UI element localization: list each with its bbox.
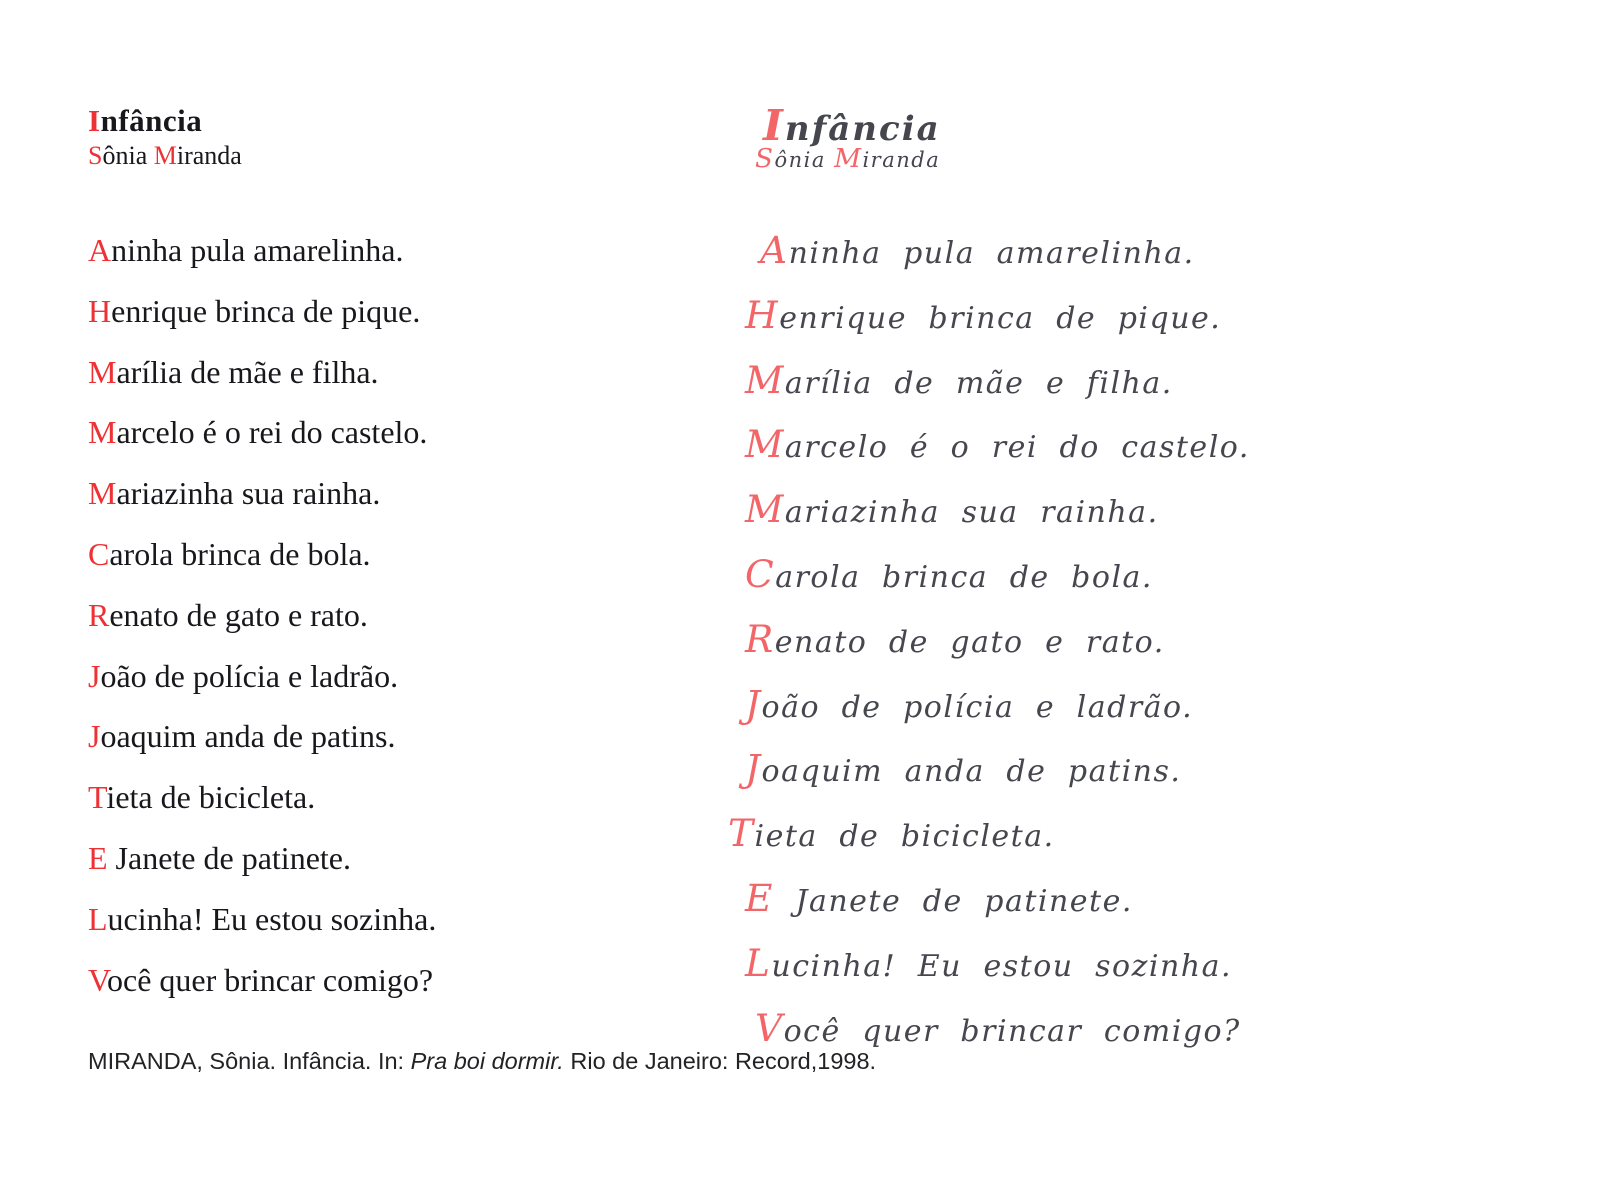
line-initial-letter: L [88, 900, 108, 937]
line-text: oaquim anda de patins. [100, 718, 396, 755]
line-initial-letter: C [745, 551, 776, 596]
line-text: ucinha! Eu estou sozinha. [107, 900, 437, 937]
poem-line [745, 933, 1250, 998]
author-last-initial: M [834, 144, 863, 174]
poem-line [745, 350, 1250, 415]
line-initial-letter: H [745, 292, 780, 337]
line-initial-letter: J [88, 718, 101, 755]
poem-line [88, 281, 436, 342]
poem-title-print [88, 103, 202, 139]
poem-line [88, 646, 436, 707]
line-initial-letter: V [88, 961, 107, 998]
line-initial-letter: J [88, 657, 101, 694]
poem-line [88, 889, 436, 950]
poem-author-print [88, 141, 242, 171]
line-text: arola brinca de bola. [109, 535, 371, 572]
line-text: enrique brinca de pique. [779, 300, 1222, 336]
poem-line [88, 828, 436, 889]
line-text: ariazinha sua rainha. [116, 475, 381, 512]
line-initial-letter: J [745, 746, 762, 791]
author-first-initial: S [88, 141, 103, 170]
poem-line [88, 767, 436, 828]
line-text: oão de polícia e ladrão. [761, 689, 1194, 725]
line-text: ucinha! Eu estou sozinha. [771, 948, 1233, 984]
poem-line [745, 609, 1250, 674]
poem-line [745, 285, 1250, 350]
poem-line [88, 524, 436, 585]
line-initial-letter: A [88, 232, 112, 268]
title-text: nfância [784, 108, 941, 149]
poem-line [728, 803, 1250, 868]
poem-line [745, 738, 1250, 803]
poem-line [88, 585, 436, 646]
line-text: ocê quer brincar comigo? [783, 1013, 1241, 1049]
line-initial-letter: M [88, 414, 117, 451]
poem-lines-cursive [728, 220, 1250, 1062]
line-text: ocê quer brincar comigo? [106, 961, 434, 998]
poem-author-cursive [755, 144, 940, 174]
poem-line [745, 674, 1250, 739]
poem-line [88, 463, 436, 524]
author-first-initial: S [755, 144, 775, 174]
citation-prefix: MIRANDA, Sônia. Infância. In: [88, 1048, 411, 1074]
poem-lines-print [88, 220, 436, 1010]
line-initial-letter: M [745, 487, 785, 532]
author-first-rest: ônia [774, 148, 835, 172]
line-text: arília de mãe e filha. [116, 353, 379, 390]
poem-line [745, 220, 1250, 285]
line-initial-letter: M [88, 353, 117, 390]
poem-line [88, 342, 436, 403]
line-text: ninha pula amarelinha. [111, 232, 404, 268]
line-initial-letter: L [745, 940, 772, 985]
author-last-rest: iranda [176, 141, 242, 170]
author-last-rest: iranda [862, 148, 941, 172]
line-text: ariazinha sua rainha. [784, 495, 1159, 531]
line-text: arola brinca de bola. [775, 559, 1153, 595]
poem-line [745, 544, 1250, 609]
line-text: oaquim anda de patins. [761, 754, 1182, 790]
line-initial-letter: E [88, 839, 108, 876]
line-text: ieta de bicicleta. [754, 819, 1055, 855]
line-initial-letter: R [88, 596, 110, 633]
line-initial-letter: M [88, 475, 117, 512]
title-initial-letter: I [763, 100, 785, 151]
citation-suffix: Rio de Janeiro: Record,1998. [563, 1048, 877, 1074]
line-text: arcelo é o rei do castelo. [116, 414, 428, 451]
line-initial-letter: R [745, 616, 775, 661]
line-initial-letter: C [88, 535, 110, 572]
title-initial-letter: I [88, 102, 101, 138]
line-text: enato de gato e rato. [109, 596, 368, 633]
line-initial-letter: M [745, 357, 785, 402]
line-initial-letter: E [745, 875, 774, 920]
line-text: ieta de bicicleta. [106, 779, 316, 816]
poem-line [88, 220, 436, 281]
line-text: enato de gato e rato. [774, 624, 1165, 660]
author-last-initial: M [153, 141, 177, 170]
line-initial-letter: A [760, 228, 789, 272]
line-initial-letter: T [728, 811, 755, 856]
line-text: Janete de patinete. [773, 883, 1133, 919]
line-initial-letter: M [745, 422, 785, 467]
poem-line [745, 868, 1250, 933]
line-text: arília de mãe e filha. [784, 365, 1173, 401]
title-text: nfância [100, 102, 203, 138]
poem-line [745, 479, 1250, 544]
line-text: oão de polícia e ladrão. [100, 657, 399, 694]
citation-book-title: Pra boi dormir. [410, 1048, 564, 1074]
poem-line [88, 706, 436, 767]
poem-line [745, 414, 1250, 479]
line-initial-letter: V [755, 1005, 784, 1050]
line-text: ninha pula amarelinha. [788, 236, 1195, 271]
line-text: arcelo é o rei do castelo. [784, 430, 1250, 466]
author-first-rest: ônia [102, 141, 154, 170]
line-text: enrique brinca de pique. [111, 292, 421, 329]
poem-line [88, 402, 436, 463]
line-initial-letter: J [745, 681, 762, 726]
line-initial-letter: H [88, 292, 112, 329]
line-text: Janete de patinete. [107, 839, 351, 876]
line-initial-letter: T [88, 779, 107, 816]
poem-line [88, 950, 436, 1011]
bibliographic-citation [88, 1048, 876, 1075]
